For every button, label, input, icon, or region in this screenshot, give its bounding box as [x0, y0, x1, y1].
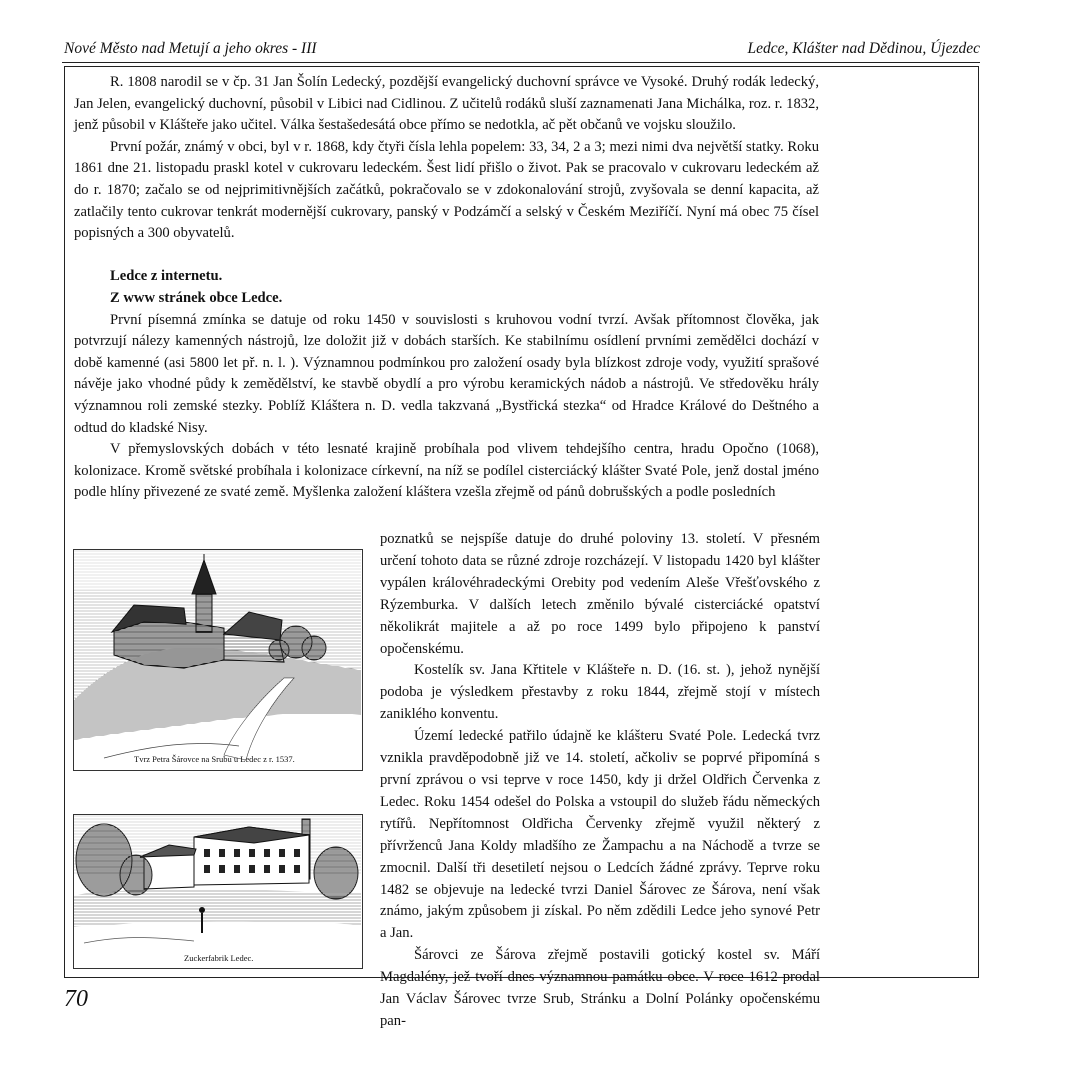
- section-heading-1: Ledce z internetu.: [110, 268, 223, 285]
- fortress-engraving-image: [74, 550, 361, 769]
- fortress-caption: Tvrz Petra Šárovce na Srubu u Ledec z r. 1537.: [134, 754, 295, 764]
- running-header: [64, 40, 980, 58]
- main-text: [74, 72, 819, 504]
- running-header-left: Nové Město nad Metují a jeho okres - III: [64, 40, 317, 57]
- paragraph-3: První písemná zmínka se datuje od roku 1450 v souvislosti s kruhovou vodní tvrzí. Avšak přítomnost člověka, jak potvrzují nálezy kamenných nástrojů, lze doložit již v dobách starších. Ke stabilnímu osídlení prvními zemědělci dochází v době kamenné (asi 5800 let př. n. l. ). Významnou podmínkou pro založení osady byla blízkost zdroje vody, využití sprašové návěje jako vhodné půdy k zemědělství, ke stavbě obydlí a pro výrobu keramických nádob a nástrojů. Ve středověku hrály významnou roli zemské stezky. Poblíž Kláštera n. D. vedla takzvaná „Bystřická stezka“ od Hradce Králové do Deštného a odtud do kladské Nisy.: [74, 311, 819, 436]
- sugar-factory-engraving-figure: [73, 814, 363, 969]
- paragraph-4-continued: poznatků se nejspíše datuje do druhé poloviny 13. století. V přesném určení tohoto data se různé zdroje rozcházejí. V listopadu 1420 byl klášter vypálen královéhradeckými Orebity pod vedením Aleše Vřešťovského z Rýzemburka. V dalších letech změnilo bývalé cisterciácké opatství několikrát majitele a až po roce 1499 bylo připojeno k panství opočenskému.: [380, 531, 820, 657]
- paragraph-1: R. 1808 narodil se v čp. 31 Jan Šolín Ledecký, pozdější evangelický duchovní správce ve Vysoké. Druhý rodák ledecký, Jan Jelen, evangelický duchovní, působil v Libici nad Cidlinou. Z učitelů rodáků sluší zaznamenati Jana Michálka, roz. r. 1832, jenž působil v Klášteře jako učitel. Válka šestašedesátá obce přímo se nedotkla, ač pět občanů ve vojsku sloužilo.: [74, 74, 819, 134]
- paragraph-6: Území ledecké patřilo údajně ke klášteru Svaté Pole. Ledecká tvrz vznikla pravděpodobně již ve 14. století, ačkoliv se poprvé připomíná s první zprávou o vsi teprve v roce 1450, kdy ji držel Oldřich Červenka z Ledec. Roku 1454 odešel do Polska a vstoupil do služeb řádu německých rytířů. Nepřítomnost Oldřicha Červenky zřejmě využil některý z přívrženců Jana Koldy mladšího ze Žampachu a na Náchodě a tvrze se zmocnil. Další tři desetiletí nejsou o Ledcích žádné zprávy. Teprve roku 1482 se objevuje na ledecké tvrzi Daniel Šárovec ze Šárova, není však známo, jakým způsobem ji získal. Po něm zdědili Ledce jeho synové Petr a Jan.: [380, 728, 820, 942]
- paragraph-7: Šárovci ze Šárova zřejmě postavili gotický kostel sv. Máří Magdalény, jež tvoří dnes významnou památku obce. V roce 1612 prodal Jan Václav Šárovec tvrze Srub, Stránku a Dolní Polánky opočenskému pan-: [380, 947, 820, 1029]
- section-heading-2: Z www stránek obce Ledce.: [110, 289, 283, 306]
- sugar-factory-caption: Zuckerfabrik Ledec.: [184, 953, 254, 963]
- wrapped-text-column: [380, 529, 820, 1033]
- paragraph-4: V přemyslovských dobách v této lesnaté krajině probíhala pod vlivem tehdejšího centra, hradu Opočno (1068), kolonizace. Kromě světské probíhala i kolonizace církevní, na níž se podílel cisterciácký klášter Svaté Pole, jenž dostal jméno podle hlíny přivezené ze svaté země. Myšlenka založení kláštera vzešla zřejmě od pánů dobrušských a podle posledních: [74, 441, 819, 501]
- spacer: [74, 245, 819, 267]
- fortress-engraving-figure: [73, 549, 363, 771]
- paragraph-5: Kostelík sv. Jana Křtitele v Klášteře n. D. (16. st. ), jehož nynější podoba je výsledkem přestavby z roku 1844, zřejmě stojí v místech zaniklého konventu.: [380, 662, 820, 723]
- running-header-right: Ledce, Klášter nad Dědinou, Újezdec: [747, 40, 980, 57]
- paragraph-2: První požár, známý v obci, byl v r. 1868, kdy čtyři čísla lehla popelem: 33, 34, 2 a 3; mezi nimi dva největší statky. Roku 1861 dne 21. listopadu praskl kotel v cukrovaru ledeckém. Šest lidí přišlo o život. Pak se pracovalo v cukrovaru ledeckém až do r. 1870; začalo se od nejprimitivnějších začátků, pokračovalo se v zdokonalování strojů, zvyšovala se denní kapacita, až zatlačily tento cukrovar tenkrát modernější cukrovary, panský v Podzámčí a selský v Českém Meziříčí. Nyní má obec 75 čísel popisných a 300 obyvatelů.: [74, 138, 819, 242]
- page-number: 70: [64, 986, 88, 1012]
- header-rule: [62, 62, 980, 63]
- sugar-factory-engraving-image: [74, 815, 361, 967]
